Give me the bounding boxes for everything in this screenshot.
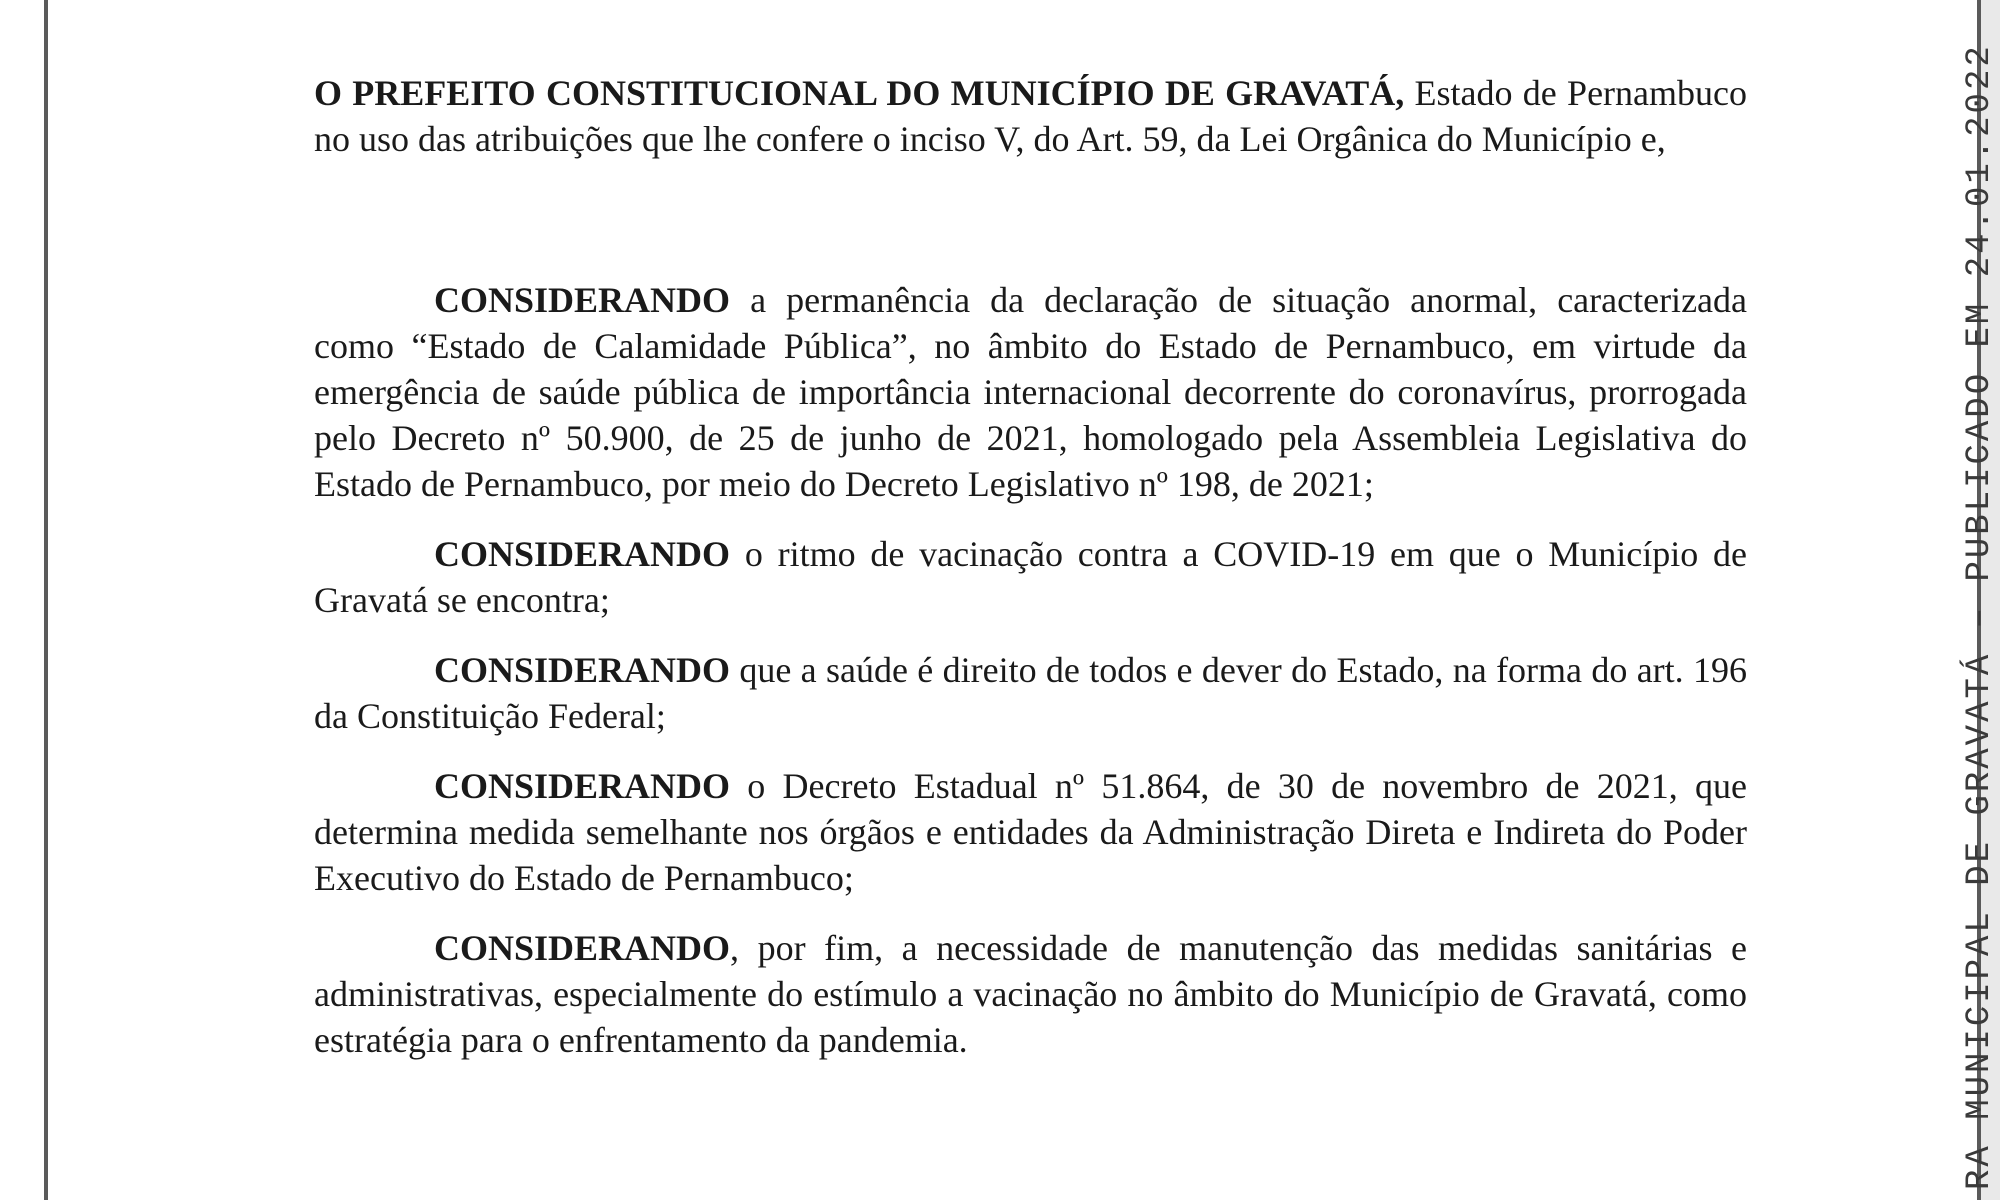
intro-text: Estado de Pernambuco no uso das atribuições que lhe confere o inciso V, do Art. 59, da Lei Orgânica do Município e, — [314, 73, 1748, 159]
decree-body — [314, 70, 1747, 1063]
considerando-keyword: CONSIDERANDO — [434, 534, 731, 574]
considerando-keyword: CONSIDERANDO — [434, 928, 731, 968]
considerando-paragraph — [314, 647, 1747, 739]
considerando-keyword: CONSIDERANDO — [434, 280, 731, 320]
considerando-text: a permanência da declaração de situação anormal, caracterizada como “Estado de Calamidade Pública”, no âmbito do Estado de Pernambuco, em virtude da emergência de saúde pública de importância internacional decorrente do coronavírus, prorrogada pelo Decreto nº 50.900, de 25 de junho de 2021, homologado pela Assembleia Legislativa do Estado de Pernambuco, por meio do Decreto Legislativo nº 198, de 2021; — [314, 280, 1747, 504]
considerando-text: o Decreto Estadual nº 51.864, de 30 de novembro de 2021, que determina medida semelhante nos órgãos e entidades da Administração Direta e Indireta do Poder Executivo do Estado de Pernambuco; — [314, 766, 1747, 898]
considerando-text: que a saúde é direito de todos e dever do Estado, na forma do art. 196 da Constituição Federal; — [314, 650, 1747, 736]
considerando-paragraph — [314, 763, 1747, 901]
page-left-edge — [44, 0, 48, 1200]
considerando-text: , por fim, a necessidade de manutenção das medidas sanitárias e administrativas, especialmente do estímulo a vacinação no âmbito do Município de Gravatá, como estratégia para o enfrentamento da pandemia. — [314, 928, 1747, 1060]
publication-stamp: RA MUNICIPAL DE GRAVATÁ – PUBLICADO EM 24.01.2022 — [1961, 43, 1999, 1190]
considerando-text: o ritmo de vacinação contra a COVID-19 em que o Município de Gravatá se encontra; — [314, 534, 1747, 620]
considerando-paragraph — [314, 277, 1747, 507]
considerando-keyword: CONSIDERANDO — [434, 650, 731, 690]
considerando-paragraph — [314, 531, 1747, 623]
intro-paragraph — [314, 70, 1747, 162]
considerando-paragraph — [314, 925, 1747, 1063]
intro-authority-heading: O PREFEITO CONSTITUCIONAL DO MUNICÍPIO DE GRAVATÁ, — [314, 73, 1405, 113]
considerando-keyword: CONSIDERANDO — [434, 766, 731, 806]
